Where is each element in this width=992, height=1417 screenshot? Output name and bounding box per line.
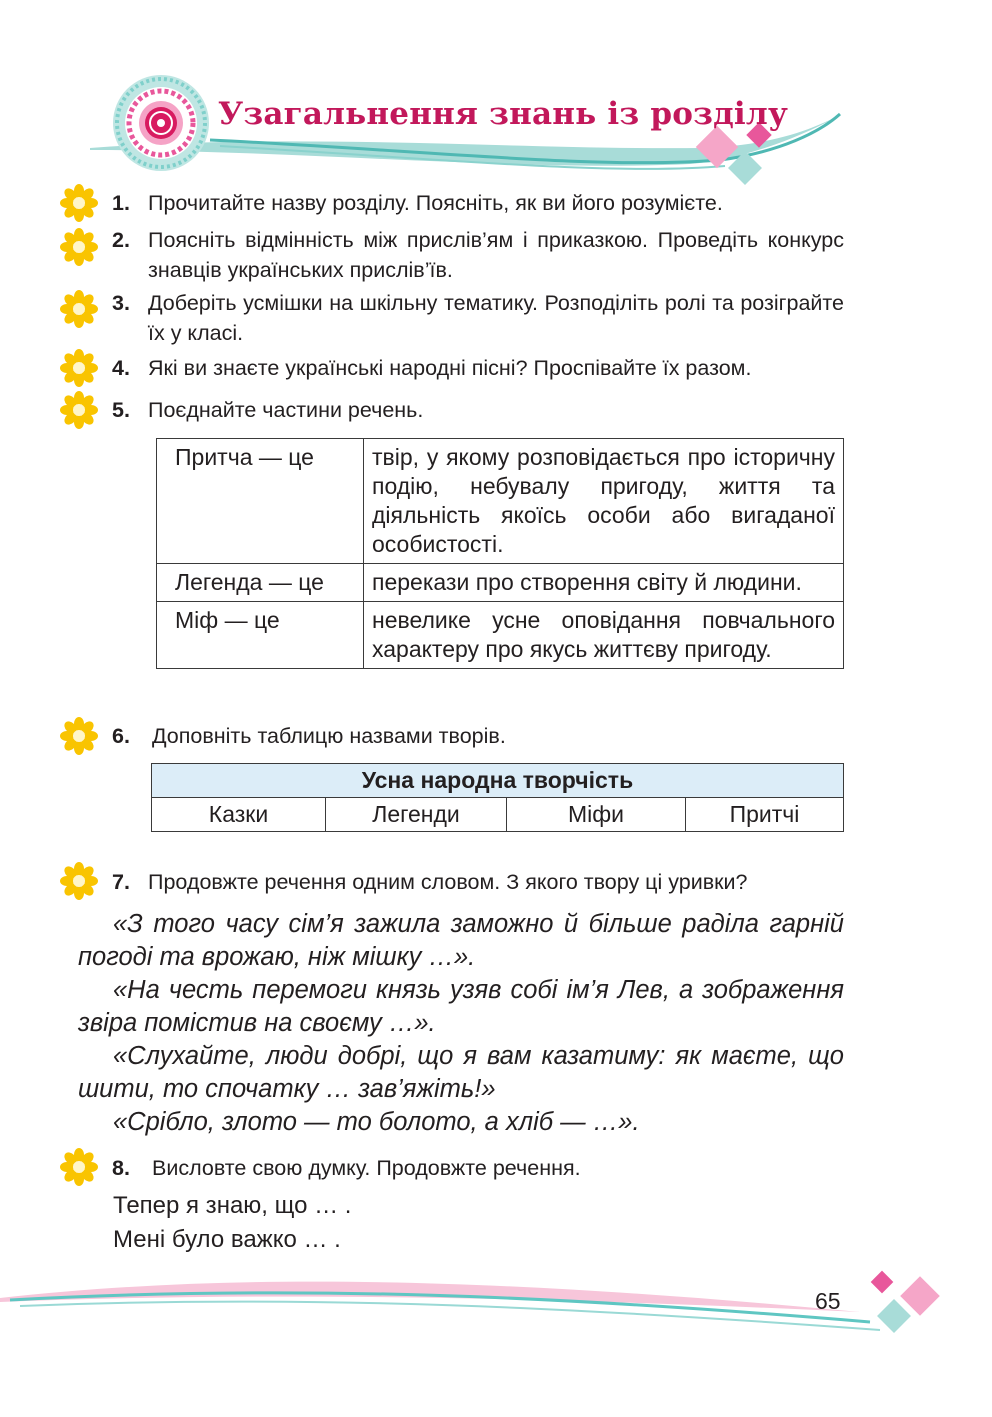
footer-decoration: [0, 1250, 992, 1370]
task-text: Які ви знаєте українські народні пісні? Проспівайте їх разом.: [148, 356, 752, 380]
match-term: Легенда — це: [157, 564, 364, 602]
table-row: [157, 602, 844, 669]
match-definition: перекази про створення світу й людини.: [364, 564, 844, 602]
quote: «Слухайте, люди добрі, що я вам казатиму: як маєте, що шити, то спочатку … зав’яжіть!»: [78, 1042, 844, 1103]
task-number: 3.: [112, 291, 130, 315]
task-number: 8.: [112, 1156, 130, 1180]
task-text: Висловте свою думку. Продовжте речення.: [152, 1156, 581, 1180]
match-definition: невелике усне оповідання повчального характеру про якусь життєву пригоду.: [364, 602, 844, 669]
diamond-icon: [871, 1271, 940, 1333]
task-text: Доберіть усмішки на шкільну тематику. Розподіліть ролі та розіграйте їх у класі.: [148, 291, 844, 345]
match-term: Міф — це: [157, 602, 364, 669]
match-term: Притча — це: [157, 439, 364, 564]
task-text: Поєднайте частини речень.: [148, 398, 424, 422]
task-text: Поясніть відмінність між прислів’ям і приказкою. Проведіть конкурс знавців українських прислів’їв.: [148, 228, 844, 282]
sentence-starter: Мені було важко … .: [113, 1226, 341, 1253]
flower-icon: [60, 717, 98, 755]
flower-icon: [60, 1148, 98, 1186]
flower-icon: [60, 349, 98, 387]
task-number: 4.: [112, 356, 130, 380]
flower-icon: [60, 228, 98, 266]
mandala-icon: [113, 75, 209, 171]
genre-cell: Притчі: [686, 798, 844, 832]
flower-icon: [60, 290, 98, 328]
table-row: [157, 564, 844, 602]
page-title: Узагальнення знань із розділу: [218, 96, 789, 132]
genre-cell: Міфи: [507, 798, 686, 832]
page-number: 65: [815, 1288, 841, 1314]
flower-icon: [60, 184, 98, 222]
match-definition: твір, у якому розповідається про історичну подію, небувалу пригоду, життя та діяльність якоїсь особи або вигаданої особистості.: [364, 439, 844, 564]
quote: «На честь перемоги князь узяв собі ім’я Лев, а зображення звіра помістив на своєму …».: [78, 976, 844, 1037]
match-table: [156, 438, 844, 669]
flower-icon: [60, 391, 98, 429]
task-text: Прочитайте назву розділу. Поясніть, як ви його розумієте.: [148, 191, 723, 215]
genre-cell: Легенди: [326, 798, 507, 832]
genre-table-header: Усна народна творчість: [152, 764, 844, 798]
task-number: 6.: [112, 724, 130, 748]
task-text: Доповніть таблицю назвами творів.: [152, 724, 506, 748]
table-row: [157, 439, 844, 564]
task-number: 1.: [112, 191, 130, 215]
genre-table: [151, 763, 844, 832]
task-number: 5.: [112, 398, 130, 422]
flower-icon: [60, 862, 98, 900]
quote: «З того часу сім’я зажила заможно й більше раділа гарній погоді та врожаю, ніж мішку …».: [78, 910, 844, 971]
sentence-starter: Тепер я знаю, що … .: [113, 1192, 352, 1219]
task-number: 2.: [112, 228, 130, 252]
quote: «Срібло, злото — то болото, а хліб — …».: [113, 1108, 640, 1136]
genre-cell: Казки: [152, 798, 326, 832]
table-row: [152, 798, 844, 832]
task-text: Продовжте речення одним словом. З якого твору ці уривки?: [148, 870, 748, 894]
task-number: 7.: [112, 870, 130, 894]
